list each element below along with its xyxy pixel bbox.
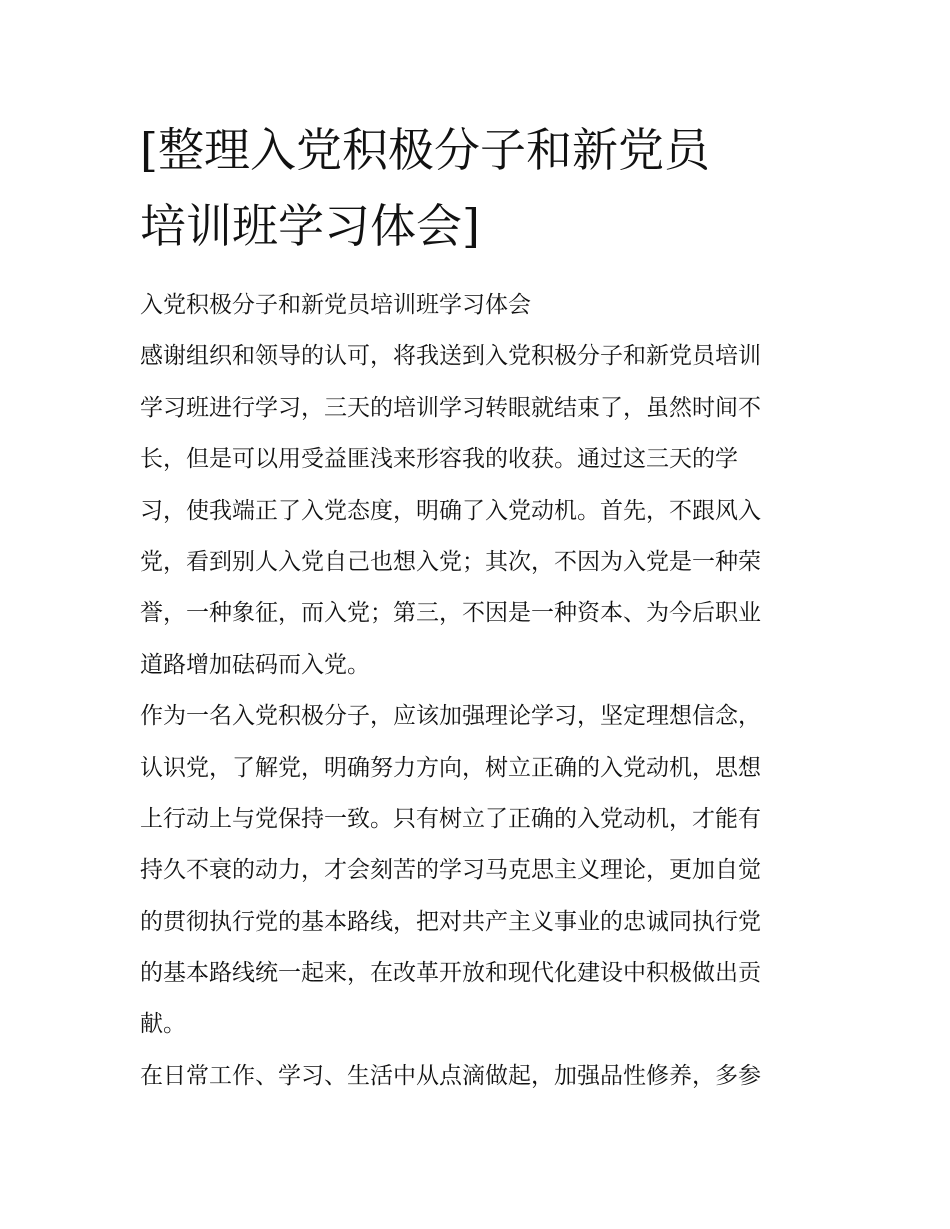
text-line: 学习班进行学习，三天的培训学习转眼就结束了，虽然时间不 [140,394,761,421]
text-line: 习，使我端正了入党态度，明确了入党动机。首先，不跟风入 [140,497,761,524]
text-line: 的贯彻执行党的基本路线，把对共产主义事业的忠诚同执行党 [140,908,761,935]
text-line: 誉，一种象征，而入党；第三，不因是一种资本、为今后职业 [140,600,761,627]
text-line: 党，看到别人入党自己也想入党；其次，不因为入党是一种荣 [140,548,761,575]
text-line: 道路增加砝码而入党。 [140,651,370,678]
text-line: 持久不衰的动力，才会刻苦的学习马克思主义理论，更加自觉 [140,857,761,884]
text-line: 的基本路线统一起来，在改革开放和现代化建设中积极做出贡 [140,960,761,987]
document-title [140,112,820,264]
title-line: 培训班学习体会] [140,199,480,253]
document-body [140,280,820,1102]
text-line: 感谢组织和领导的认可，将我送到入党积极分子和新党员培训 [140,343,761,370]
subtitle-line: 入党积极分子和新党员培训班学习体会 [140,292,531,318]
text-line: 在日常工作、学习、生活中从点滴做起，加强品性修养，多参 [140,1062,761,1089]
text-line: 上行动上与党保持一致。只有树立了正确的入党动机，才能有 [140,805,761,832]
text-line: 认识党，了解党，明确努力方向，树立正确的入党动机，思想 [140,754,761,781]
text-line: 献。 [140,1011,186,1038]
text-line: 长，但是可以用受益匪浅来形容我的收获。通过这三天的学 [140,446,738,473]
title-line: [整理入党积极分子和新党员 [140,123,710,177]
text-line: 作为一名入党积极分子，应该加强理论学习，坚定理想信念， [140,703,761,730]
